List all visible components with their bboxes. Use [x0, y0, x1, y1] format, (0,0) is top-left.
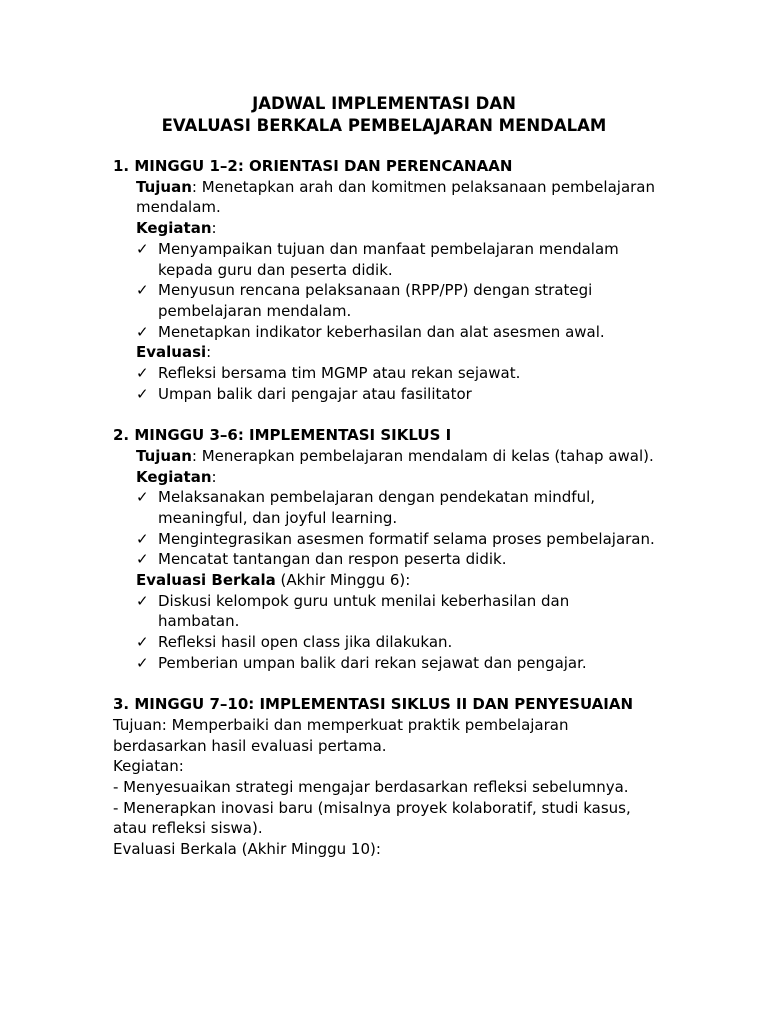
section-1-evaluasi-label	[113, 342, 655, 363]
list-item-text: Umpan balik dari pengajar atau fasilitator	[158, 384, 472, 403]
checkmark-icon: ✓	[136, 633, 149, 652]
list-item	[136, 591, 655, 632]
section-2-evaluasi-list	[113, 591, 655, 674]
section-1-heading: 1. MINGGU 1–2: ORIENTASI DAN PERENCANAAN	[113, 157, 513, 175]
tujuan-text: : Menerapkan pembelajaran mendalam di kelas (tahap awal).	[191, 446, 654, 465]
section-2	[113, 425, 655, 673]
evaluasi-suffix: (Akhir Minggu 6):	[275, 571, 411, 590]
section-1	[113, 156, 655, 404]
kegiatan-colon: :	[211, 467, 217, 486]
kegiatan-colon: :	[211, 219, 217, 238]
document-title-line-1: JADWAL IMPLEMENTASI DAN	[252, 94, 516, 113]
checkmark-icon: ✓	[136, 281, 149, 300]
evaluasi-label: Evaluasi	[136, 343, 207, 362]
section-1-kegiatan-label	[113, 218, 655, 239]
section-2-kegiatan-label	[113, 467, 655, 488]
list-item-text: Menyampaikan tujuan dan manfaat pembelajaran mendalam kepada guru dan peserta didik.	[158, 239, 619, 279]
evaluasi-suffix: :	[206, 343, 212, 362]
list-item	[136, 239, 655, 280]
section-1-tujuan	[113, 177, 655, 218]
list-item-text: Refleksi hasil open class jika dilakukan.	[158, 633, 453, 652]
spacer	[113, 137, 655, 156]
section-1-kegiatan-list	[113, 239, 655, 343]
checkmark-icon: ✓	[136, 239, 149, 258]
section-2-evaluasi-label	[113, 570, 655, 591]
tujuan-label: Tujuan	[136, 446, 192, 465]
section-3	[113, 694, 655, 860]
section-3-kegiatan-label: Kegiatan:	[113, 757, 184, 776]
checkmark-icon: ✓	[136, 529, 149, 548]
document-title-line-2: EVALUASI BERKALA PEMBELAJARAN MENDALAM	[161, 116, 607, 135]
list-item	[136, 549, 655, 570]
list-item	[136, 487, 655, 528]
list-item-text: Menetapkan indikator keberhasilan dan alat asesmen awal.	[158, 322, 605, 341]
checkmark-icon: ✓	[136, 550, 149, 569]
list-item	[136, 363, 655, 384]
section-2-heading: 2. MINGGU 3–6: IMPLEMENTASI SIKLUS I	[113, 426, 452, 445]
section-3-heading: 3. MINGGU 7–10: IMPLEMENTASI SIKLUS II DAN PENYESUAIAN	[113, 695, 634, 714]
tujuan-text: : Menetapkan arah dan komitmen pelaksanaan pembelajaran mendalam.	[136, 177, 655, 217]
list-item-text: Mengintegrasikan asesmen formatif selama proses pembelajaran.	[158, 529, 655, 548]
section-3-tujuan: Tujuan: Memperbaiki dan memperkuat praktik pembelajaran berdasarkan hasil evaluasi pertama.	[113, 715, 569, 755]
tujuan-label: Tujuan	[136, 177, 192, 196]
list-item-text: Menyusun rencana pelaksanaan (RPP/PP) dengan strategi pembelajaran mendalam.	[158, 281, 593, 320]
list-item: - Menyesuaikan strategi mengajar berdasarkan refleksi sebelumnya.	[113, 778, 629, 797]
list-item: - Menerapkan inovasi baru (misalnya proyek kolaboratif, studi kasus, atau refleksi siswa).	[113, 798, 631, 838]
checkmark-icon: ✓	[136, 591, 149, 610]
section-1-evaluasi-list	[113, 363, 655, 404]
list-item	[136, 632, 655, 653]
spacer	[113, 674, 655, 695]
checkmark-icon: ✓	[136, 384, 149, 403]
list-item-text: Diskusi kelompok guru untuk menilai keberhasilan dan hambatan.	[158, 591, 570, 631]
spacer	[113, 404, 655, 425]
list-item-text: Pemberian umpan balik dari rekan sejawat dan pengajar.	[158, 653, 587, 672]
list-item-text: Mencatat tantangan dan respon peserta didik.	[158, 550, 507, 569]
checkmark-icon: ✓	[136, 653, 149, 672]
list-item	[136, 384, 655, 405]
section-3-evaluasi-label: Evaluasi Berkala (Akhir Minggu 10):	[113, 840, 381, 859]
kegiatan-label: Kegiatan	[136, 219, 212, 238]
list-item	[136, 529, 655, 550]
section-2-kegiatan-list	[113, 487, 655, 570]
kegiatan-label: Kegiatan	[136, 467, 212, 486]
section-2-tujuan	[113, 446, 655, 467]
checkmark-icon: ✓	[136, 364, 149, 383]
checkmark-icon: ✓	[136, 488, 149, 507]
list-item-text: Refleksi bersama tim MGMP atau rekan sejawat.	[158, 364, 521, 383]
list-item	[136, 280, 655, 321]
list-item	[136, 653, 655, 674]
list-item	[136, 322, 655, 343]
list-item-text: Melaksanakan pembelajaran dengan pendekatan mindful, meaningful, dan joyful learning.	[158, 488, 596, 527]
checkmark-icon: ✓	[136, 322, 149, 341]
evaluasi-label: Evaluasi Berkala	[136, 571, 276, 590]
document-page	[113, 93, 655, 860]
